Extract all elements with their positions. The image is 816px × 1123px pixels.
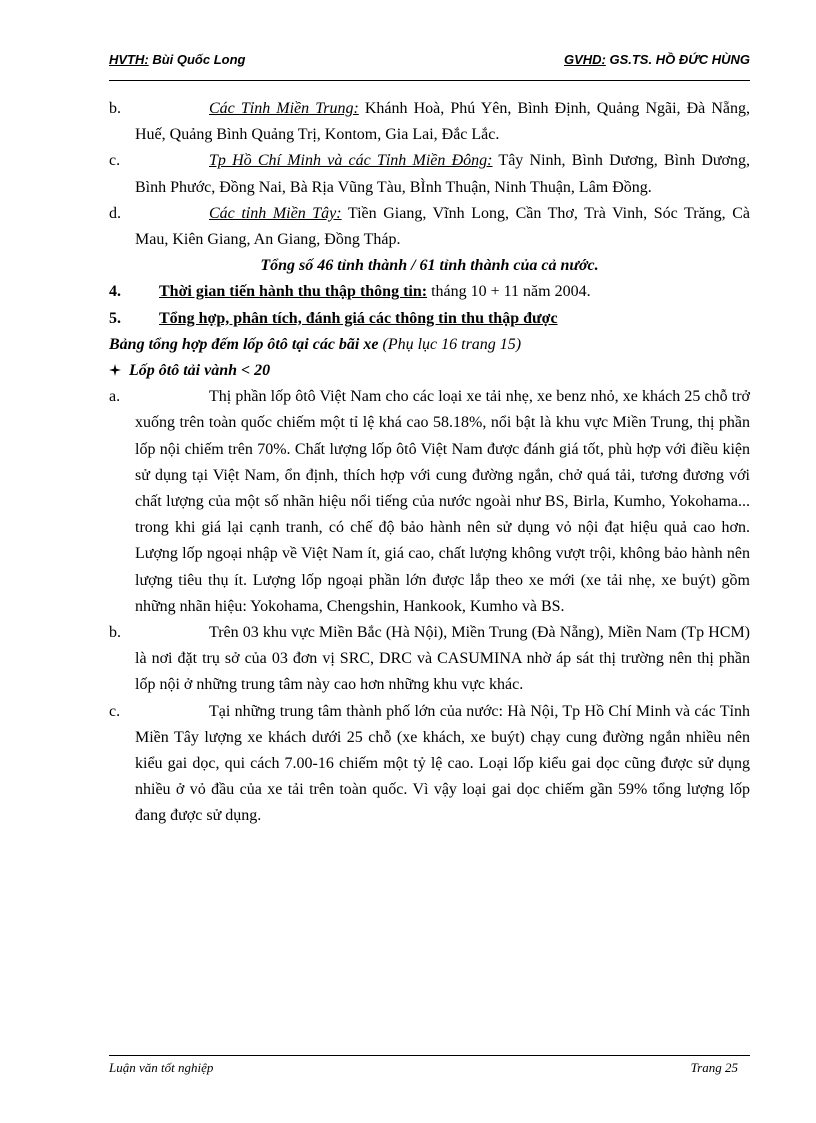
analysis-paragraph: [109, 620, 750, 699]
header-divider: [109, 80, 750, 81]
region-item: [109, 201, 750, 253]
section-number: 5.: [109, 309, 121, 327]
table-caption: [109, 332, 750, 358]
analysis-paragraph: [109, 699, 750, 830]
student-info: [109, 52, 245, 67]
section-title: Tổng hợp, phân tích, đánh giá các thông tin thu thập được: [159, 309, 558, 327]
page-header: [109, 50, 750, 70]
list-marker: a.: [109, 388, 121, 406]
student-label: HVTH:: [109, 52, 149, 67]
section-heading-5: [109, 306, 750, 332]
page-body: [109, 96, 750, 830]
table-caption-title: Bảng tổng hợp đếm lốp ôtô tại các bãi xe: [109, 335, 379, 353]
section-number: 4.: [109, 283, 121, 301]
page-number: Trang 25: [690, 1060, 738, 1075]
region-title: Các Tỉnh Miền Trung:: [209, 100, 359, 117]
region-text: Khánh Hoà, Phú Yên, Bình Định, Quảng Ngãi, Đà Nẵng, Huế, Quảng Bình Quảng Trị, Kontom, Gia Lai, Đắc Lắc.: [135, 100, 751, 144]
section-title: Thời gian tiến hành thu thập thông tin:: [159, 283, 428, 301]
list-marker: b.: [109, 100, 121, 117]
list-marker: c.: [109, 152, 121, 170]
footer-title: Luận văn tốt nghiệp: [109, 1060, 214, 1075]
student-name: Bùi Quốc Long: [148, 52, 246, 67]
region-text: Tiền Giang, Vĩnh Long, Cần Thơ, Trà Vinh, Sóc Trăng, Cà Mau, Kiên Giang, An Giang, Đồng Tháp.: [135, 204, 750, 249]
list-marker: b.: [109, 624, 121, 642]
section-heading-4: [109, 279, 750, 305]
paragraph-text: Trên 03 khu vực Miền Bắc (Hà Nội), Miền Trung (Đà Nẵng), Miền Nam (Tp HCM) là nơi đặt trụ sở của 03 đơn vị SRC, DRC và CASUMINA nhờ áp sát thị trường nên thị phần lốp nội ở những trung tâm này cao hơn những khu vực khác.: [135, 624, 750, 694]
table-caption-reference: (Phụ lục 16 trang 15): [378, 335, 522, 353]
bullet-text: Lốp ôtô tải vành < 20: [129, 362, 271, 380]
paragraph-text: Tại những trung tâm thành phố lớn của nước: Hà Nội, Tp Hồ Chí Minh và các Tỉnh Miền Tây lượng xe khách dưới 25 chỗ (xe khách, xe buýt) chạy cung đường ngắn nhiều nên kiểu gai dọc, qui cách 7.00-16 chiếm một tỷ lệ cao. Loại lốp kiểu gai dọc cũng được sử dụng nhiều ở vỏ đầu của xe tải trên toàn quốc. Vì vậy loại gai dọc chiếm gần 59% tổng lượng lốp đang được sử dụng.: [135, 702, 750, 825]
advisor-label: GVHD:: [563, 52, 606, 67]
region-item: [109, 96, 750, 148]
bullet-heading: [109, 358, 750, 384]
region-item: [109, 148, 750, 200]
list-marker: d.: [109, 204, 121, 222]
region-title: Các tỉnh Miền Tây:: [209, 204, 342, 222]
advisor-name: GS.TS. HỒ ĐỨC HÙNG: [605, 52, 750, 67]
section-text: tháng 10 + 11 năm 2004.: [427, 283, 591, 301]
list-marker: c.: [109, 702, 121, 720]
region-title: Tp Hồ Chí Minh và các Tỉnh Miền Đông:: [209, 152, 493, 170]
analysis-paragraph: [109, 384, 750, 620]
advisor-info: [564, 52, 750, 67]
region-text: Tây Ninh, Bình Dương, Bình Dương, Bình Phước, Đồng Nai, Bà Rịa Vũng Tàu, BÌnh Thuận, Ninh Thuận, Lâm Đồng.: [135, 152, 751, 196]
paragraph-text: Thị phần lốp ôtô Việt Nam cho các loại xe tải nhẹ, xe benz nhỏ, xe khách 25 chỗ trở xuống trên toàn quốc chiếm một tỉ lệ khá cao 58.18%, nổi bật là khu vực Miền Trung, thị phần lốp nội chiếm trên 70%. Chất lượng lốp ôtô Việt Nam được đánh giá tốt, phù hợp với điều kiện sử dụng tại Việt Nam, ổn định, thích hợp với cung đường ngắn, chở quá tải, tương đương với chất lượng của một số nhãn hiệu nổi tiếng của nước ngoài như BS, Birla, Kumho, Yokohama... trong khi giá lại cạnh tranh, có chế độ bảo hành nên sử dụng vỏ nội đạt hiệu quả cao hơn. Lượng lốp ngoại nhập về Việt Nam ít, giá cao, chất lượng không vượt trội, không bảo hành nên lượng tiêu thụ ít. Lượng lốp ngoại phần lớn được lắp theo xe mới (xe tải nhẹ, xe buýt) gồm những nhãn hiệu: Yokohama, Chengshin, Hankook, Kumho và BS.: [135, 388, 750, 615]
footer-divider: [109, 1055, 750, 1056]
total-provinces-line: Tổng số 46 tỉnh thành / 61 tỉnh thành của cả nước.: [260, 257, 599, 275]
diamond-bullet-icon: [109, 359, 121, 371]
